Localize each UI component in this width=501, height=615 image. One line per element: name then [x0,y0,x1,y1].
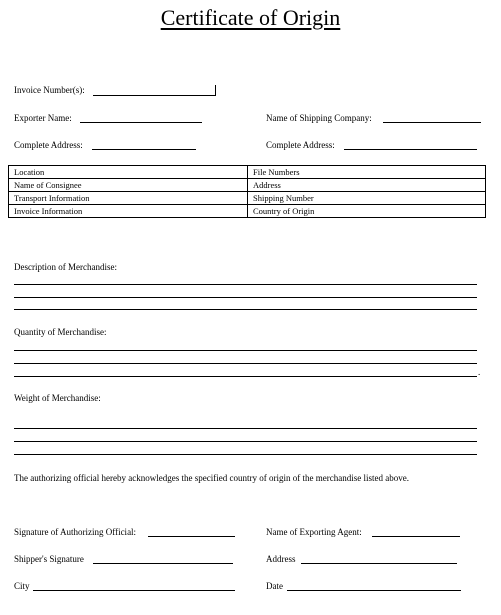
address-label: Address [266,554,296,564]
quantity-line[interactable] [14,363,477,364]
weight-label: Weight of Merchandise: [14,393,101,403]
shipment-info-table [8,165,486,218]
table-row [9,205,486,218]
description-line[interactable] [14,284,477,285]
complete-address-left-label: Complete Address: [14,140,83,150]
quantity-label: Quantity of Merchandise: [14,327,107,337]
shipping-company-label: Name of Shipping Company: [266,113,372,123]
invoice-numbers-label: Invoice Number(s): [14,85,85,95]
table-cell[interactable]: Address [248,179,486,192]
shipper-signature-label: Shipper's Signature [14,554,84,564]
invoice-numbers-field[interactable] [93,95,215,96]
table-row [9,192,486,205]
authorizing-official-signature-label: Signature of Authorizing Official: [14,527,137,537]
authorizing-official-signature-field[interactable] [148,536,235,537]
table-cell[interactable]: Name of Consignee [9,179,248,192]
table-cell[interactable]: Country of Origin [248,205,486,218]
table-cell[interactable]: Location [9,166,248,179]
table-cell[interactable]: Transport Information [9,192,248,205]
city-field[interactable] [33,590,235,591]
table-cell[interactable]: Shipping Number [248,192,486,205]
trailing-dot: . [478,367,481,377]
text-cursor [215,85,216,96]
quantity-line[interactable] [14,350,477,351]
weight-line[interactable] [14,454,477,455]
exporting-agent-label: Name of Exporting Agent: [266,527,362,537]
description-label: Description of Merchandise: [14,262,117,272]
city-label: City [14,581,30,591]
exporting-agent-field[interactable] [372,536,460,537]
table-cell[interactable]: File Numbers [248,166,486,179]
complete-address-right-label: Complete Address: [266,140,335,150]
description-line[interactable] [14,309,477,310]
address-field[interactable] [301,563,457,564]
acknowledgement-statement: The authorizing official hereby acknowledges the specified country of origin of the merchandise listed above. [14,473,409,483]
date-field[interactable] [287,590,461,591]
complete-address-right-field[interactable] [344,149,477,150]
table-row [9,179,486,192]
complete-address-left-field[interactable] [92,149,196,150]
weight-line[interactable] [14,441,477,442]
exporter-name-label: Exporter Name: [14,113,72,123]
document-title: Certificate of Origin [160,5,341,30]
description-line[interactable] [14,297,477,298]
table-cell[interactable]: Invoice Information [9,205,248,218]
table-row [9,166,486,179]
quantity-line[interactable] [14,376,477,377]
shipper-signature-field[interactable] [93,563,233,564]
weight-line[interactable] [14,428,477,429]
exporter-name-field[interactable] [80,122,202,123]
shipping-company-field[interactable] [383,122,481,123]
date-label: Date [266,581,283,591]
